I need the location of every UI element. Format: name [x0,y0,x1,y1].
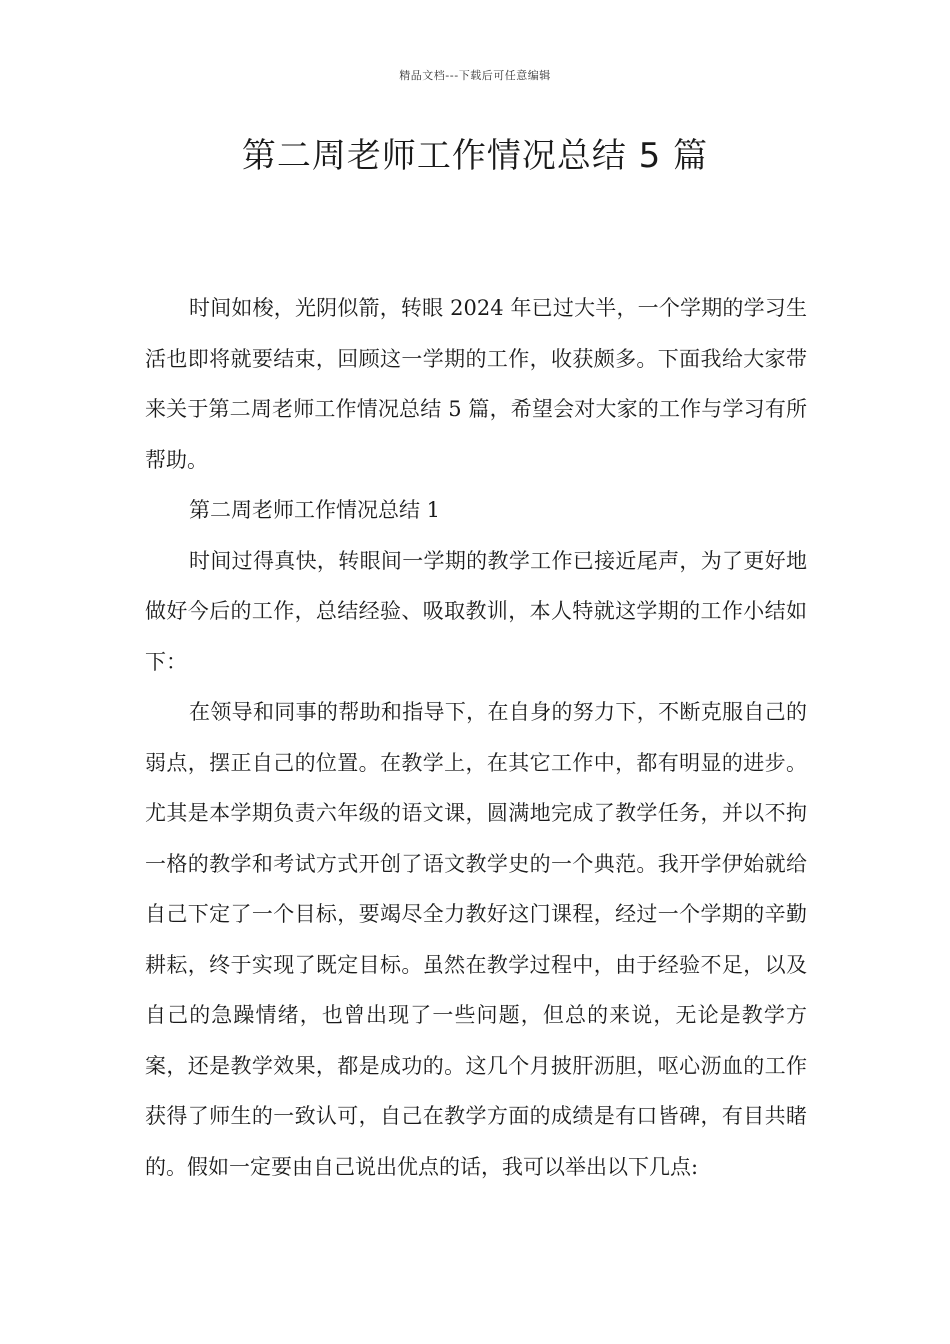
header-note: 精品文档---下载后可任意编辑 [399,69,551,82]
paragraph: 时间过得真快，转眼间一学期的教学工作已接近尾声，为了更好地做好今后的工作，总结经验、吸取教训，本人特就这学期的工作小结如下： [145,548,807,674]
document-title: 第二周老师工作情况总结 5 篇 [241,136,709,176]
paragraph: 在领导和同事的帮助和指导下，在自身的努力下，不断克服自己的弱点，摆正自己的位置。在教学上，在其它工作中，都有明显的进步。尤其是本学期负责六年级的语文课，圆满地完成了教学任务，并以不拘一格的教学和考试方式开创了语文教学史的一个典范。我开学伊始就给自己下定了一个目标，要竭尽全力教好这门课程，经过一个学期的辛勤耕耘，终于实现了既定目标。虽然在教学过程中，由于经验不足，以及自己的急躁情绪，也曾出现了一些问题，但总的来说，无论是教学方案，还是教学效果，都是成功的。这几个月披肝沥胆，呕心沥血的工作获得了师生的一致认可，自己在教学方面的成绩是有口皆碑，有目共睹的。假如一定要由自己说出优点的话，我可以举出以下几点: [145,700,807,1179]
document-body [145,283,807,1192]
section-heading: 第二周老师工作情况总结 1 [189,498,441,522]
intro-paragraph: 时间如梭，光阴似箭，转眼 2024 年已过大半，一个学期的学习生活也即将就要结束，回顾这一学期的工作，收获颇多。下面我给大家带来关于第二周老师工作情况总结 5 篇，希望会对大家的工作与学习有所帮助。 [145,296,807,472]
